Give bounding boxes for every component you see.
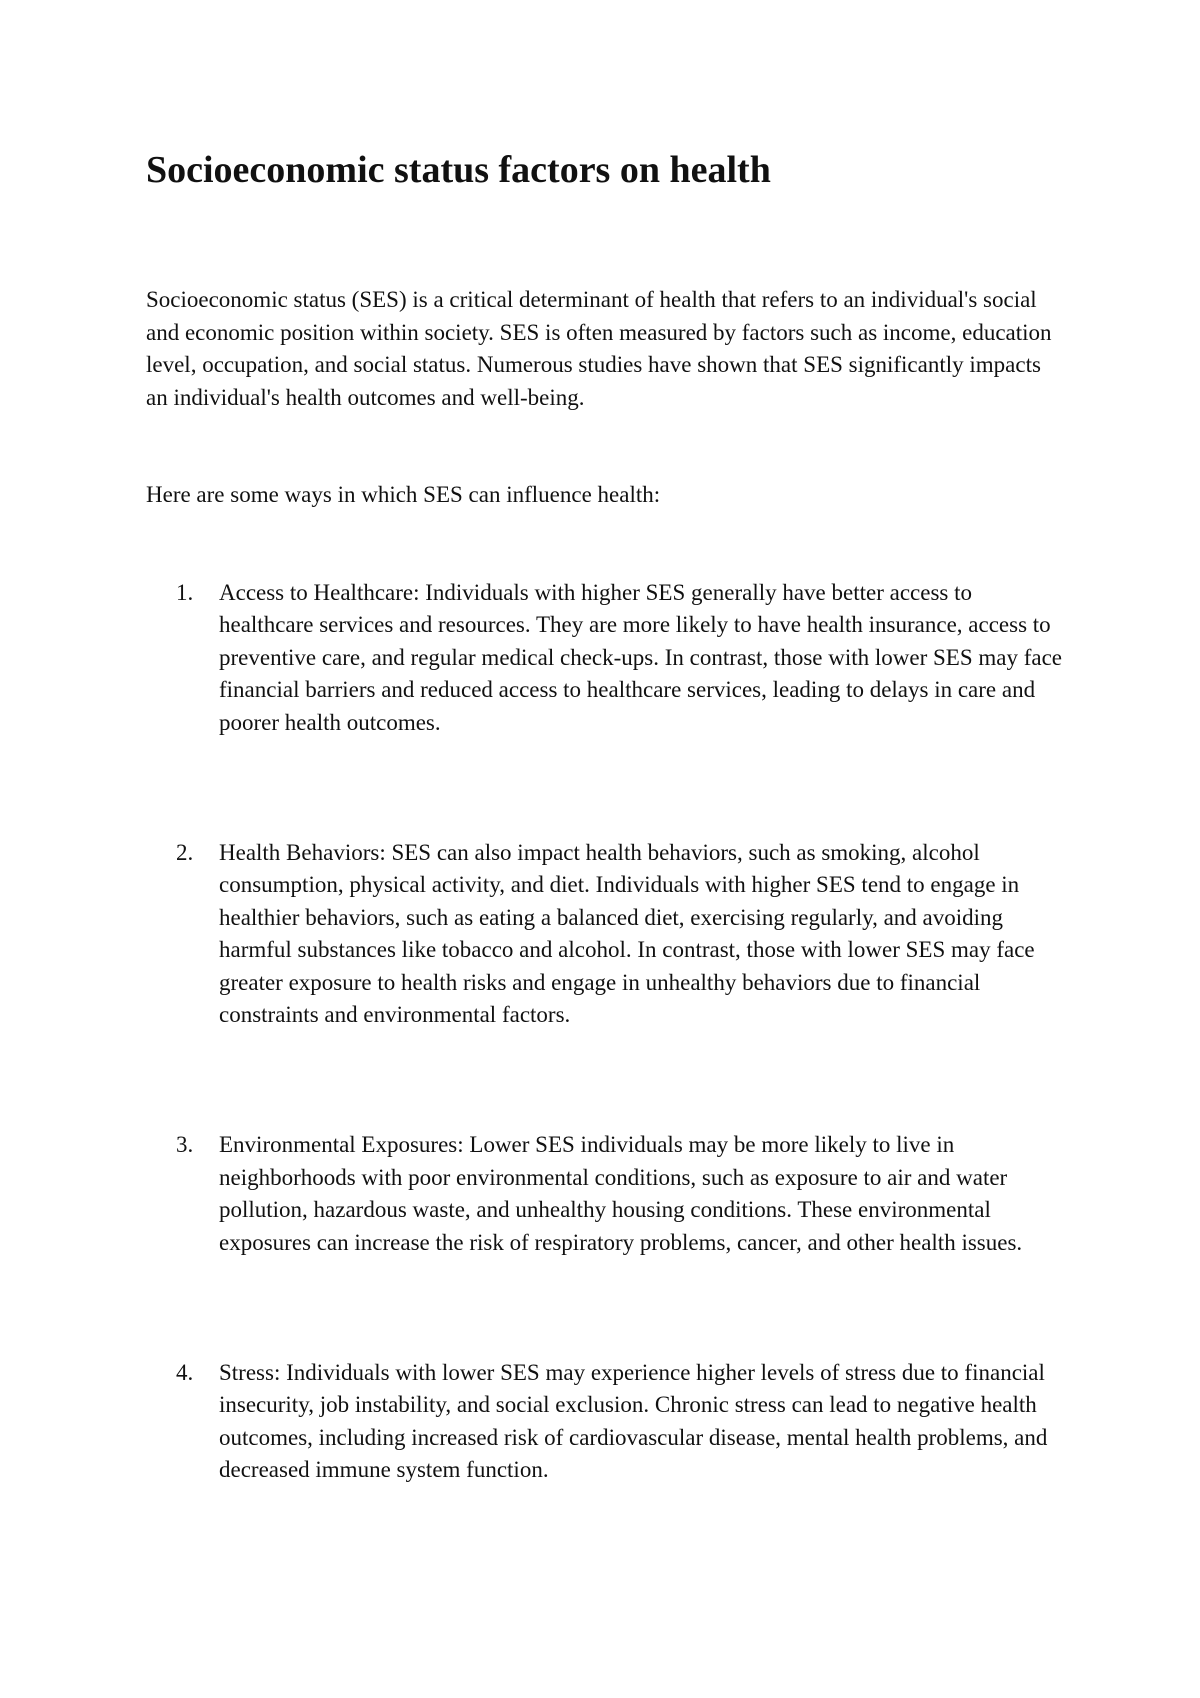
intro-paragraph: Socioeconomic status (SES) is a critical determinant of health that refers to an individual's social and economic position within society. SES is often measured by factors such as income, education level, occupation, and social status. Numerous studies have shown that SES significantly impacts an individual's health outcomes and well-being. (146, 287, 1052, 410)
list-item (146, 577, 1066, 740)
list-item-text: Health Behaviors: SES can also impact health behaviors, such as smoking, alcohol consumption, physical activity, and diet. Individuals with higher SES tend to engage in healthier behaviors, such as eating a balanced diet, exercising regularly, and avoiding harmful substances like tobacco and alcohol. In contrast, those with lower SES may face greater exposure to health risks and engage in unhealthy behaviors due to financial constraints and environmental factors. (219, 839, 1035, 1027)
list-item-number: 3. (176, 1132, 194, 1157)
list-item-text: Environmental Exposures: Lower SES individuals may be more likely to live in neighborhoods with poor environmental conditions, such as exposure to air and water pollution, hazardous waste, and unhealthy housing conditions. These environmental exposures can increase the risk of respiratory problems, cancer, and other health issues. (219, 1132, 1023, 1255)
influence-list (146, 577, 1066, 1487)
list-item-text: Stress: Individuals with lower SES may experience higher levels of stress due to financial insecurity, job instability, and social exclusion. Chronic stress can lead to negative health outcomes, including increased risk of cardiovascular disease, mental health problems, and decreased immune system function. (219, 1359, 1048, 1482)
page-title: Socioeconomic status factors on health (146, 149, 771, 191)
list-item (146, 1129, 1066, 1259)
list-item-number: 2. (176, 839, 194, 865)
document-body (146, 140, 1066, 1487)
list-lead-paragraph: Here are some ways in which SES can influence health: (146, 482, 661, 507)
list-item-number: 4. (176, 1359, 194, 1385)
list-item (146, 1357, 1066, 1487)
list-item-number: 1. (176, 579, 194, 605)
list-item-text: Access to Healthcare: Individuals with higher SES generally have better access to healthcare services and resources. They are more likely to have health insurance, access to preventive care, and regular medical check-ups. In contrast, those with lower SES may face financial barriers and reduced access to healthcare services, leading to delays in care and poorer health outcomes. (219, 579, 1063, 735)
list-item (146, 837, 1066, 1032)
